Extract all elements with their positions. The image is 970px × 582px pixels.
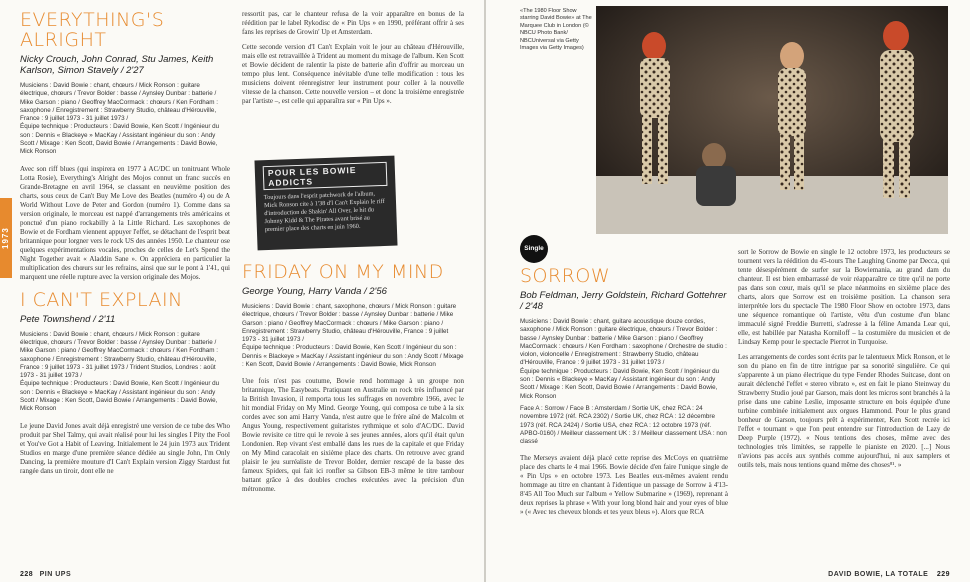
song-authors: Nicky Crouch, John Conrad, Stu James, Keith Karlson, Simon Stavely / 2'27 xyxy=(20,54,214,76)
right-footer xyxy=(828,571,950,578)
body-paragraph: Les arrangements de cordes sont écrits par le talentueux Mick Ronson, et le son du piano en fin de titre intrigue par sa sonorité singulière. Ce qui s'apparente à un piano électrique du type Fender Rhodes Suitcase, dont on aurait déclenché l'effet « stereo vibrato », est en fait le piano Steinway du Strawberry Studio joué par Garson, mais dont les micros sont branchés à la prise dans une cabine Leslie, imposante structure en bois équipée d'une turbine combinée initialement aux orgues Hammond. Pour le plus grand bonheur de Garson, toujours prêt à expérimenter, Ken Scott recrée ici l'effet « tournant » que l'on peut entendre sur l'introduction de Lazy de Deep Purple (1972). « Nous tentions des choses, même avec des technologies très limitées, se rappelle le pianiste en 2020. [...] Nous n'avions pas accès aux synthés comme aujourd'hui, ni aux samplers et outils tels, mais nous tentions quand même des choses⁸¹. » xyxy=(738,353,950,469)
song-title-friday-on-my-mind: FRIDAY ON MY MIND xyxy=(242,261,444,283)
credits-musicians: Musiciens : David Bowie : chant, chœurs / Mick Ronson : guitare électrique, chœurs / Trevor Bolder : basse / Aynsley Dunbar : batterie / Mike Garson : piano / Geoffrey MacCormack : chœurs / Ken Fordham : saxophone / Enregistrement : Strawberry Studio, château d'Hérouville, France : 9 juillet 1973 - 31 juillet 1973 / xyxy=(20,82,218,123)
running-title: DAVID BOWIE, LA TOTALE xyxy=(828,571,929,578)
song-authors: George Young, Harry Vanda / 2'56 xyxy=(242,286,387,297)
right-column-2 xyxy=(738,248,950,476)
body-paragraph: The Merseys avaient déjà placé cette reprise des McCoys en quatrième place des charts le 4 mai 1966. Bowie décide d'en faire l'unique single de « Pin Ups » en octobre 1973. Les Beatles eux-mêmes avaient rendu hommage au titre en chantant à l'identique un passage de Sorrow à 4'13-8'45 All Too Much sur l'album « Yellow Submarine » (1969), reprenant à deux reprises la phrase « With your long blond hair and your eyes of blue » (« Avec tes cheveux blonds et tes yeux bleus »). Alors que RCA xyxy=(520,454,728,517)
song-title-sorrow: SORROW xyxy=(520,265,611,287)
left-column-2 xyxy=(242,10,464,112)
running-title: PIN UPS xyxy=(39,571,72,578)
body-paragraph: Avec son riff blues (qui inspirera en 1977 à AC/DC un tonitruant Whole Lotta Rosie), Everything's Alright des Mojos connut un franc succès en Grande-Bretagne en avril 1964, se classant en neuvième position des charts, sous ceux de Can't Buy Me Love des Beatles (numéro 4) ou de A World Without Love de Peter and Gordon (numéro 1). Comme dans sa version originale, le morceau est nappé d'arrangements très américains et ponctué d'un piano rockabilly à la Little Richard. Les saxophones de Bowie et de Fordham viennent appuyer l'effet, se détachant de l'esprit beat britannique pour lorgner vers le rock US des années 1950. Le chanteur ose quelques expérimentations vocales, proches de celles de Let's Spend the Night Together avait « Aladdin Sane ». On appréciera en particulier la multiplication des chœurs sur les refrains, ainsi que sur le pont à 1'41, qui marquent une réelle rupture avec la version originale des Mojos. xyxy=(20,164,230,281)
credits-technical: Équipe technique : Producteurs : David Bowie, Ken Scott / Ingénieur du son : Dennis « Blackeye » MacKay / Assistant ingénieur du son : Andy Scott / Mixage : Ken Scott, David Bowie / Arrangements : David Bowie, Mick Ronson xyxy=(242,344,464,369)
song-title-i-cant-explain: I CAN'T EXPLAIN xyxy=(20,288,183,311)
photo-caption: «The 1980 Floor Show starring David Bowie» at The Marquee Club in London (© NBCU Photo Bank/ NBCUniversal via Getty Images via Getty Images) xyxy=(520,8,592,52)
credits-musicians: Musiciens : David Bowie : chant, chœurs / Mick Ronson : guitare électrique, chœurs / Trevor Bolder : basse / Aynsley Dunbar : batterie / Mike Garson : piano / Geoffrey MacCormack : chœurs / Ken Fordham : saxophone / Enregistrement : Strawberry Studio, château d'Hérouville, France : 9 juillet 1973 - 31 juillet 1973 / Trident Studios, Londres : août 1973 - 31 juillet 1973 / xyxy=(20,330,218,380)
credits-technical: Équipe technique : Producteurs : David Bowie, Ken Scott / Ingénieur du son : Dennis « Blackeye » MacKay / Assistant ingénieur du son : Andy Scott / Mixage : Ken Scott, David Bowie / Arrangements : David Bowie, Mick Ronson xyxy=(520,367,720,400)
stage-photo xyxy=(596,6,948,234)
song-credits xyxy=(242,303,464,369)
song-title-line2: ALRIGHT xyxy=(20,29,107,51)
stage-photo-image xyxy=(596,6,948,234)
left-column-2-lower xyxy=(242,262,464,500)
page-number: 228 xyxy=(20,571,34,578)
credits-technical: Équipe technique : Producteurs : David Bowie, Ken Scott / Ingénieur du son : Dennis « Blackeye » MacKay / Assistant ingénieur du son : Andy Scott / Mixage : Ken Scott, David Bowie / Arrangements : David Bowie, Mick Ronson xyxy=(20,380,220,413)
body-paragraph: Le jeune David Jones avait déjà enregistré une version de ce tube des Who produit par Shel Talmy, qui avait réalisé pour lui les singles I Pity the Fool et You've Got a Habit of Leaving. Initialement le 24 juin 1973 aux Trident Studios en marge d'une première séance dédiée au single John, I'm Only Dancing, la première mouture d'I Can't Explain version Ziggy Stardust fut rangée dans un tiroir, dont elle ne xyxy=(20,421,230,475)
song-authors: Pete Townshend / 2'11 xyxy=(20,313,116,325)
body-paragraph: ressortit pas, car le chanteur refusa de la voir apparaître en bonus de la réédition par le label Rykodisc de « Pin Ups » en 1990, préférant offrir à ses fans les reprises de Growin' Up et Amsterdam. xyxy=(242,10,464,36)
song-credits xyxy=(520,318,728,446)
body-paragraph: Cette seconde version d'I Can't Explain voit le jour au château d'Hérouville, mais elle est retravaillée à Trident au moment du mixage de l'album. Ken Scott et Bowie décident de ralentir la piste de batterie afin d'offrir au morceau un tempo plus lent. Conséquence inévitable d'une telle modification : tous les musiciens doivent réenregistrer leur instrument pour coller à la nouvelle vitesse de la chanson. Cette nouvelle version – et donc la troisième enregistrée par l'artiste –, est celle qui apparaîtra sur « Pin Ups ». xyxy=(242,43,464,105)
single-badge: Single xyxy=(520,235,548,263)
credits-release: Face A : Sorrow / Face B : Amsterdam / Sortie UK, chez RCA : 24 novembre 1972 (réf. RCA 2302) / Sortie UK, chez RCA : 12 décembre 1973 (réf. RCA 2424) / Sortie USA, chez RCA : 12 octobre 1973 (réf. APBO-0160) / Meilleur classement UK : 3 / Meilleur classement USA : non classé xyxy=(520,404,727,446)
credits-technical: Équipe technique : Producteurs : David Bowie, Ken Scott / Ingénieur du son : Dennis « Blackeye » MacKay / Assistant ingénieur du son : Andy Scott / Mixage : Ken Scott, David Bowie / Arrangements : David Bowie, Mick Ronson xyxy=(20,123,220,156)
box-text: Toujours dans l'esprit patchwork de l'album, Mick Ronson cite à 1'38 d'I Can't Explain le riff d'introduction de Shakin' All Over, le hit du Johnny Kidd & The Pirates avant brisé au premier place des charts en juin 1960. xyxy=(263,190,385,234)
bowie-addicts-box xyxy=(254,156,397,251)
song-title-line1: EVERYTHING'S xyxy=(20,9,165,31)
body-paragraph: Une fois n'est pas coutume, Bowie rend hommage à un groupe non britannique, The Easybeats. Pratiquant en Australie un rock très influencé par la British Invasion, il remporta tous les suffrages en novembre 1966, avec le hit mondial Friday on My Mind. George Young, qui composa ce tube à la six cordes avec son ami Harry Vanda, n'est autre que le frère aîné de Malcolm et Angus Young, respectivement guitaristes rythmique et solo d'AC/DC. David Bowie revisite ce titre qui le revoie à ses jeunes années, alors qu'il était qu'un Londonien. Rep vivant s'est emballé dans les rues de la capitale et que Friday on My Mind caracolait en sixième place des charts. On retrouve avec grand plaisir le jeu surréaliste de Trevor Bolder, dernier rescapé de la basse des fameux Spiders, qui fait ici ronfler sa Gibson EB-3 même le titre tambour battant grâce à des doubles croches exécutées avec la précision d'un métronome. xyxy=(242,377,464,494)
right-column-1 xyxy=(520,266,728,523)
left-column-1 xyxy=(20,10,230,482)
song-credits xyxy=(20,82,230,157)
credits-musicians: Musiciens : David Bowie : chant, guitare acoustique douze cordes, saxophone / Mick Ronson : guitare électrique, chœurs / Trevor Bolder : basse / Aynsley Dunbar : batterie / Mike Garson : piano / Geoffrey MacCormack : chœurs / Ken Fordham : saxophone / Orchestre de studio : violon, violoncelle / Enregistrement : Strawberry Studio, château d'Hérouville, France : 9 juillet 1973 - 31 juillet 1973 / xyxy=(520,318,727,367)
left-page xyxy=(0,0,484,582)
body-paragraph: sort le Sorrow de Bowie en single le 12 octobre 1973, les producteurs se tournent vers la réédition du 45-tours The Laughing Gnome par Decca, qui tente désespérément de surfer sur la Bowiemania, au grand dam du chanteur. Il est bien embarrassé de voir réapparaître ce titre qu'il ne porte pas dans son cœur, mais qu'il se place néanmoins en sixième place des charts, alors que Sorrow est en troisième position. La chanson sera interprétée lors du spectacle The 1980 Floor Show en octobre 1973, dans une séquence romantique où l'artiste, vêtu d'un costume d'un blanc immaculé signé Freddie Burretti, s'adresse à la féline Amanda Lear qui, elle, est habillée par Natasha Korniloff – la costumière du musicien et de Lindsay Kemp pour le spectacle Pierrot in Turquoise. xyxy=(738,248,950,346)
page-number: 229 xyxy=(936,571,950,578)
song-title-everythings-alright xyxy=(20,10,230,50)
song-credits xyxy=(20,331,230,414)
song-authors: Bob Feldman, Jerry Goldstein, Richard Gottehrer / 2'48 xyxy=(520,290,727,312)
left-footer xyxy=(20,571,71,578)
box-heading: POUR LES BOWIE ADDICTS xyxy=(263,162,388,190)
year-tab: 1973 xyxy=(0,198,12,278)
credits-musicians: Musiciens : David Bowie : chant, saxophone, chœurs / Mick Ronson : guitare électrique, chœurs / Trevor Bolder : basse / Aynsley Dunbar : batterie / Mike Garson : piano / Geoffrey MacCormack : chœurs / Mike Garson : piano / Enregistrement : Strawberry Studio, château d'Hérouville, France : 9 juillet 1973 - 31 juillet 1973 / xyxy=(242,303,457,344)
